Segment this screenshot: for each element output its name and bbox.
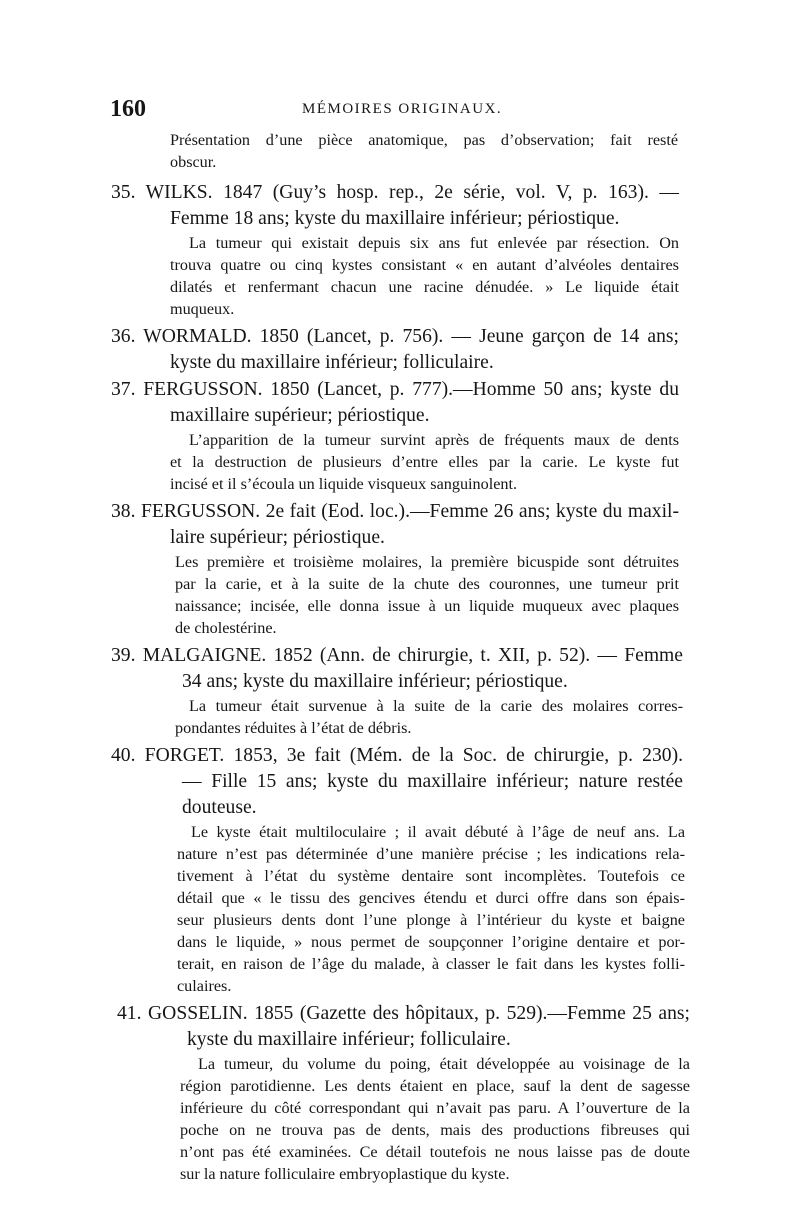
entry-heading-line: laire supérieur; périostique.: [170, 527, 385, 548]
entry-heading-line: 37. FERGUSSON. 1850 (Lancet, p. 777).—Homme 50 ans; kyste du: [111, 379, 679, 400]
entry-body-line: nature n’est pas déterminée d’une manière précise ; les indications rela-: [177, 845, 685, 863]
entry-heading-line: 35. WILKS. 1847 (Guy’s hosp. rep., 2e série, vol. V, p. 163). —: [111, 182, 679, 203]
entry-heading-line: maxillaire supérieur; périostique.: [170, 405, 430, 426]
entry-body-line: La tumeur, du volume du poing, était développée au voisinage de la: [198, 1055, 690, 1073]
entry-body-line: La tumeur qui existait depuis six ans fut enlevée par résection. On: [189, 234, 679, 252]
entry-body-line: inférieure du côté correspondant qui n’avait pas paru. A l’ouverture de la: [180, 1099, 690, 1117]
entry-body-line: Les première et troisième molaires, la première bicuspide sont détruites: [175, 553, 679, 571]
entry-heading-line: Femme 18 ans; kyste du maxillaire inférieur; périostique.: [170, 208, 620, 229]
entry-body-line: naissance; incisée, elle donna issue à un liquide muqueux avec plaques: [175, 597, 679, 615]
entry-heading-line: kyste du maxillaire inférieur; folliculaire.: [187, 1029, 511, 1050]
entry-body-line: poche on ne trouva pas de dents, mais des productions fibreuses qui: [180, 1121, 690, 1139]
entry-body-line: par la carie, et à la suite de la chute des couronnes, une tumeur prit: [175, 575, 679, 593]
running-head: MÉMOIRES ORIGINAUX.: [302, 101, 503, 117]
entry-heading-line: 40. FORGET. 1853, 3e fait (Mém. de la Soc. de chirurgie, p. 230).: [111, 745, 683, 766]
intro-line: Présentation d’une pièce anatomique, pas d’observation; fait resté: [170, 131, 678, 149]
entry-heading-line: 41. GOSSELIN. 1855 (Gazette des hôpitaux, p. 529).—Femme 25 ans;: [117, 1003, 690, 1024]
entry-heading-line: douteuse.: [182, 797, 257, 818]
entry-body-line: culaires.: [177, 977, 232, 995]
page-number: 160: [110, 96, 146, 122]
entry-body-line: dilatés et renfermant chacun une racine dénudée. » Le liquide était: [170, 278, 679, 296]
entry-heading-line: 38. FERGUSSON. 2e fait (Eod. loc.).—Femme 26 ans; kyste du maxil-: [111, 501, 679, 522]
entry-body-line: trouva quatre ou cinq kystes consistant « en autant d’alvéoles dentaires: [170, 256, 679, 274]
entry-body-line: sur la nature folliculaire embryoplastique du kyste.: [180, 1165, 510, 1183]
entry-body-line: région parotidienne. Les dents étaient en place, sauf la dent de sagesse: [180, 1077, 690, 1095]
entry-body-line: L’apparition de la tumeur survint après de fréquents maux de dents: [189, 431, 679, 449]
entry-body-line: détail que « le tissu des gencives étendu et durci offre dans son épais-: [177, 889, 685, 907]
entry-body-line: La tumeur était survenue à la suite de la carie des molaires corres-: [189, 697, 683, 715]
intro-line: obscur.: [170, 153, 217, 171]
entry-body-line: Le kyste était multiloculaire ; il avait débuté à l’âge de neuf ans. La: [191, 823, 685, 841]
entry-heading-line: 39. MALGAIGNE. 1852 (Ann. de chirurgie, t. XII, p. 52). — Femme: [111, 645, 683, 666]
entry-body-line: dans le liquide, » nous permet de soupçonner l’origine dentaire et por-: [177, 933, 685, 951]
entry-heading-line: — Fille 15 ans; kyste du maxillaire inférieur; nature restée: [182, 771, 683, 792]
entry-body-line: de cholestérine.: [175, 619, 277, 637]
entry-body-line: terait, en raison de l’âge du malade, à classer le fait dans les kystes folli-: [177, 955, 685, 973]
entry-heading-line: kyste du maxillaire inférieur; folliculaire.: [170, 352, 494, 373]
entry-heading-line: 34 ans; kyste du maxillaire inférieur; périostique.: [182, 671, 568, 692]
entry-body-line: n’ont pas été examinées. Ce détail toutefois ne nous laisse pas de doute: [180, 1143, 690, 1161]
entry-body-line: tivement à l’état du système dentaire sont incomplètes. Toutefois ce: [177, 867, 685, 885]
entry-heading-line: 36. WORMALD. 1850 (Lancet, p. 756). — Jeune garçon de 14 ans;: [111, 326, 679, 347]
entry-body-line: incisé et il s’écoula un liquide visqueux sanguinolent.: [170, 475, 518, 493]
entry-body-line: et la destruction de plusieurs d’entre elles par la carie. Le kyste fut: [170, 453, 679, 471]
entry-body-line: pondantes réduites à l’état de débris.: [175, 719, 412, 737]
entry-body-line: seur plusieurs dents dont l’une plonge à l’intérieur du kyste et baigne: [177, 911, 685, 929]
entry-body-line: muqueux.: [170, 300, 235, 318]
page-header: [110, 96, 690, 122]
